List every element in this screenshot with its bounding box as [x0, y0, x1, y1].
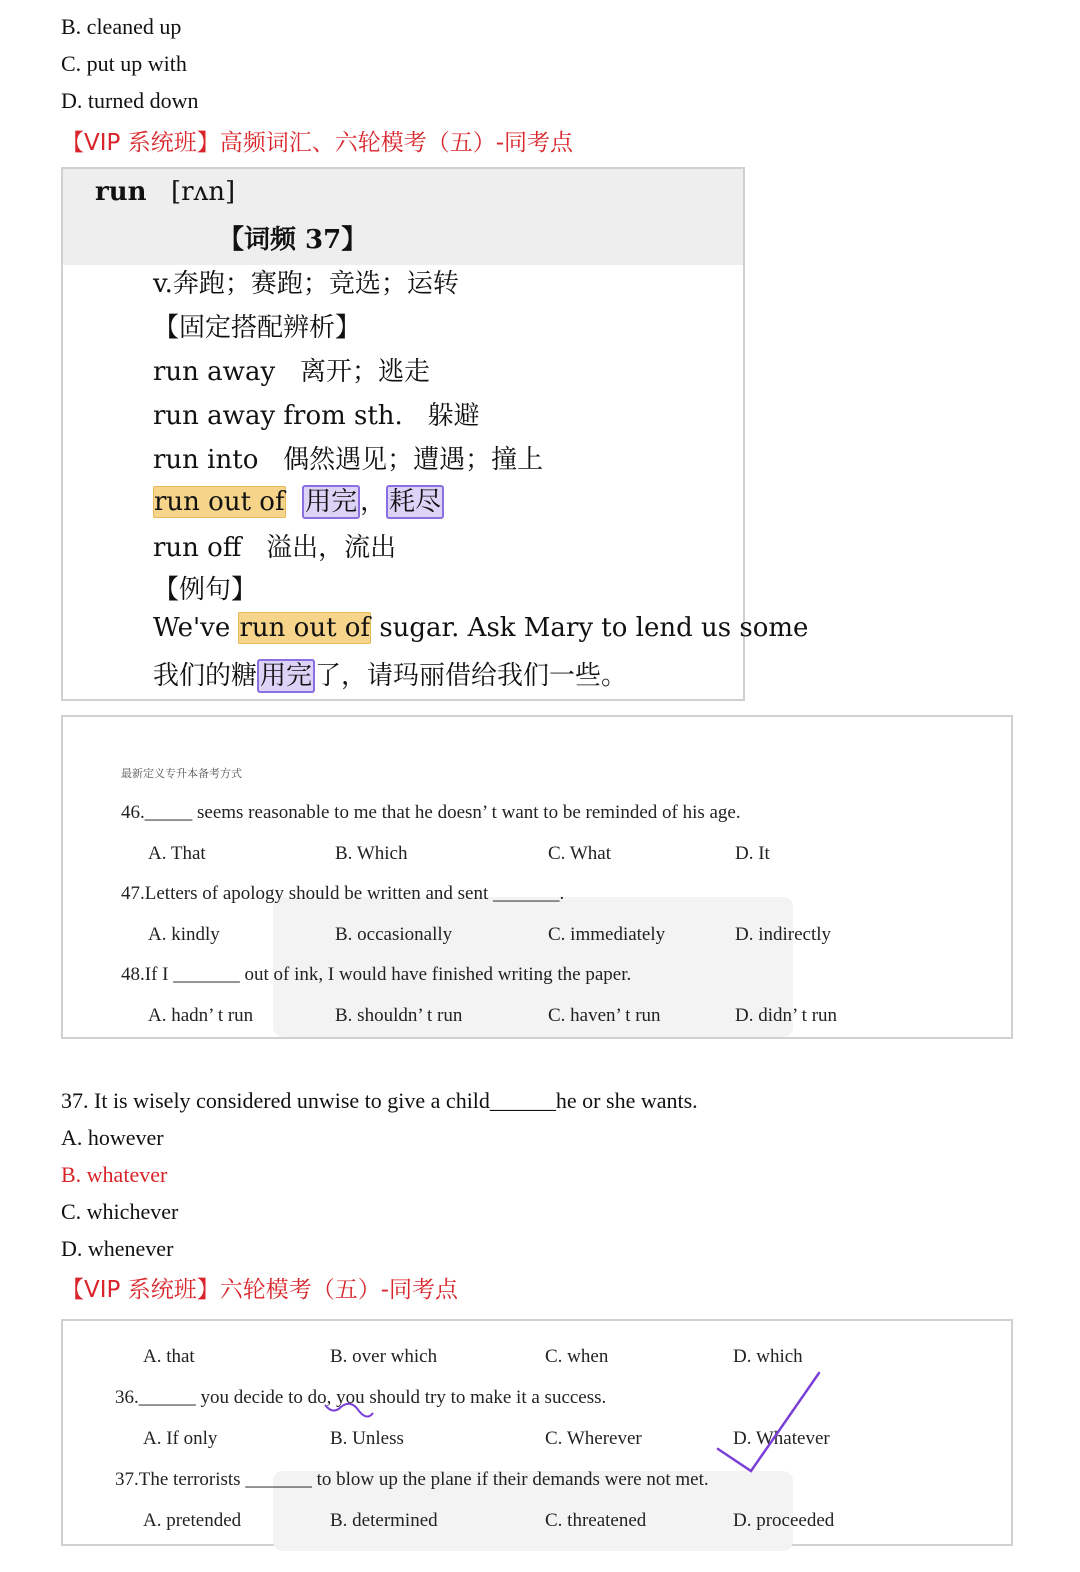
top-option-b-answer: B. over which	[330, 1346, 438, 1367]
checkmark-icon	[718, 1373, 819, 1471]
example-zh-post: 了，请玛丽借给我们一些。	[315, 661, 628, 691]
q37-option-c: C. whichever	[61, 1199, 179, 1224]
q37-option-a: A. however	[61, 1125, 164, 1150]
exam-box-2	[61, 1319, 1013, 1546]
phrase-run-off	[153, 527, 396, 564]
question-47-stem: 47.Letters of apology should be written and sent _______.	[121, 883, 565, 904]
q37b-option-d: D. proceeded	[733, 1510, 835, 1531]
example-zh	[153, 655, 627, 692]
vocab-meaning: v.奔跑；赛跑；竞选；运转	[153, 269, 459, 299]
underline-squiggle-mark	[325, 1404, 373, 1417]
phrase-en: run away from sth.	[153, 401, 403, 431]
q47-option-c-answer: C. immediately	[548, 924, 666, 945]
option-d-turned-down: D. turned down	[61, 88, 199, 113]
phrase-zh: 躲避	[427, 401, 480, 431]
exam-box-header: 最新定义专升本备考方式	[121, 767, 242, 780]
example-en-post: sugar. Ask Mary to lend us some	[371, 613, 809, 643]
vocab-word: run	[95, 177, 147, 207]
phrase-zh: 离开；逃走	[299, 357, 430, 387]
top-option-a: A. that	[143, 1346, 195, 1367]
exam-box-1	[61, 715, 1013, 1039]
option-c-put-up-with: C. put up with	[61, 51, 187, 76]
vip-heading-1: 【VIP 系统班】高频词汇、六轮模考（五）-同考点	[61, 130, 573, 156]
option-b-cleaned-up: B. cleaned up	[61, 14, 182, 39]
phrase-run-away-from	[153, 395, 480, 432]
question-46-stem: 46._____ seems reasonable to me that he doesn’ t want to be reminded of his age.	[121, 802, 741, 823]
highlight-run-out-of: run out of	[154, 487, 285, 517]
q48-option-c: C. haven’ t run	[548, 1005, 661, 1026]
q47-option-a: A. kindly	[148, 924, 220, 945]
phrase-en: run off	[153, 533, 242, 563]
top-option-d: D. which	[733, 1346, 803, 1367]
highlight-hao-jin: 耗尽	[386, 485, 444, 519]
phrase-run-away	[153, 351, 430, 388]
phrase-sep: ，	[360, 487, 387, 517]
highlight-yong-wan: 用完	[302, 485, 360, 519]
highlight-yong-wan-example: 用完	[257, 659, 315, 693]
q48-option-a-answer: A. hadn’ t run	[148, 1005, 254, 1026]
phrase-zh: 偶然遇见；遭遇；撞上	[283, 445, 544, 475]
card-watermark-band	[63, 169, 743, 265]
q46-option-d-answer: D. It	[735, 843, 770, 864]
q36-option-a: A. If only	[143, 1428, 218, 1449]
q47-option-d: D. indirectly	[735, 924, 832, 945]
vocab-card	[61, 167, 809, 701]
q36-option-c: C. Wherever	[545, 1428, 642, 1449]
phrase-run-out-of	[153, 481, 444, 518]
example-zh-pre: 我们的糖	[153, 661, 258, 691]
q48-option-b: B. shouldn’ t run	[335, 1005, 463, 1026]
vocab-frequency: 【词频 37】	[218, 225, 368, 255]
phrase-zh: 溢出，流出	[266, 533, 397, 563]
question-37-stem: 37. It is wisely considered unwise to give a child______he or she wants.	[61, 1088, 698, 1113]
phrase-run-into	[153, 439, 543, 476]
phrase-en: run into	[153, 445, 259, 475]
example-en-pre: We've	[153, 613, 239, 643]
highlight-run-out-of-example: run out of	[239, 613, 371, 643]
q36-option-b: B. Unless	[330, 1428, 404, 1449]
q46-option-b: B. Which	[335, 843, 408, 864]
phrase-en: run away	[153, 357, 276, 387]
example-heading: 【例句】	[153, 575, 258, 605]
q37b-option-c-answer: C. threatened	[545, 1510, 647, 1531]
top-option-c: C. when	[545, 1346, 609, 1367]
q46-option-a: A. That	[148, 843, 206, 864]
question-48-stem: 48.If I _______ out of ink, I would have finished writing the paper.	[121, 964, 632, 985]
q37b-option-b: B. determined	[330, 1510, 438, 1531]
q37b-option-a: A. pretended	[143, 1510, 242, 1531]
q46-option-c: C. What	[548, 843, 611, 864]
question-37-box-stem: 37.The terrorists _______ to blow up the plane if their demands were not met.	[115, 1469, 709, 1490]
pen-annotations	[63, 1321, 1015, 1548]
collocation-heading: 【固定搭配辨析】	[153, 313, 362, 343]
question-36-stem: 36.______ you decide to do, you should try to make it a success.	[115, 1387, 607, 1408]
q36-option-d-answer: D. Whatever	[733, 1428, 830, 1449]
q37-option-d: D. whenever	[61, 1236, 174, 1261]
vip-heading-2: 【VIP 系统班】六轮模考（五）-同考点	[61, 1277, 458, 1303]
example-en	[153, 613, 808, 643]
q48-option-d: D. didn’ t run	[735, 1005, 838, 1026]
vocab-phonetic: [rʌn]	[171, 177, 236, 207]
q37-option-b-answer: B. whatever	[61, 1162, 168, 1187]
q47-option-b: B. occasionally	[335, 924, 453, 945]
